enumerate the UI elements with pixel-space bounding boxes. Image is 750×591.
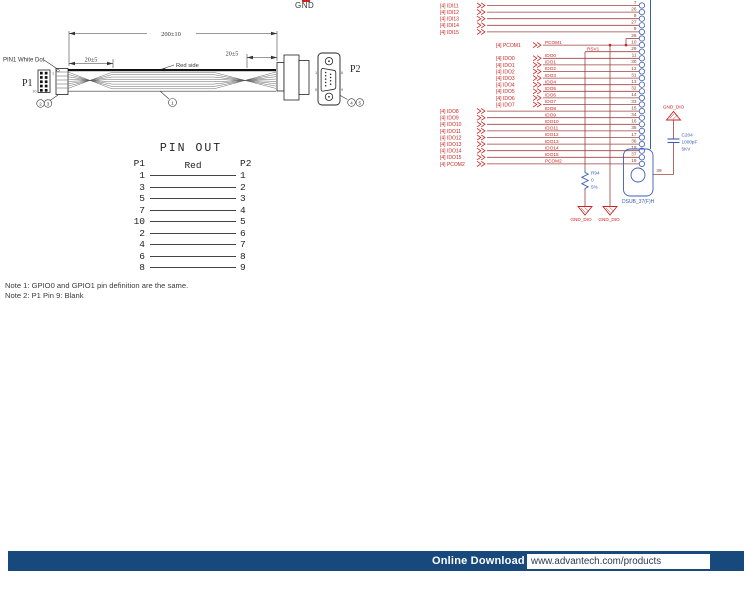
gnd-net-label: GND_DIO [570, 217, 592, 222]
pinout-wire-label: Red [184, 160, 202, 171]
p2-pin9-label: 9 [340, 88, 344, 92]
signal-label: [4] PCOM1 [496, 43, 521, 49]
p1-pin10-label: 10 [32, 89, 37, 94]
signal-label: [4] IDO9 [440, 115, 459, 122]
net-label: IDO14 [545, 145, 559, 151]
connector-pin [639, 95, 644, 100]
connector-pin [639, 62, 644, 67]
connector-refdes: DSUB_37(F)H [622, 199, 655, 205]
net-label: IDO11 [545, 125, 559, 131]
net-label: IDO7 [545, 99, 556, 105]
pinout-rows [122, 170, 260, 274]
connector-pin [639, 155, 644, 160]
net-label: IDO13 [545, 138, 559, 144]
pin-number: 19 [631, 158, 637, 164]
cable-assembly-drawing [0, 25, 390, 120]
connector-pin [639, 108, 644, 113]
p2-label: P2 [350, 64, 361, 75]
note-2: Note 2: P1 Pin 9: Blank [5, 291, 84, 300]
schematic-row [496, 53, 645, 63]
port-chevron-icon [477, 109, 485, 114]
signal-label: [4] IDO10 [440, 122, 462, 129]
schematic-row [440, 152, 645, 162]
pin-number: 7 [633, 0, 637, 5]
pinout-p2-pin: 2 [240, 181, 246, 193]
signal-label: [4] IDO11 [440, 128, 462, 135]
p2-pin5-label: 5 [314, 88, 318, 92]
balloon-circles [37, 99, 364, 108]
port-chevron-icon [477, 155, 485, 160]
signal-label: [4] IDI11 [440, 3, 459, 10]
signal-label: [4] IDO2 [496, 69, 515, 76]
net-label: IDO2 [545, 66, 556, 72]
pinout-row [122, 228, 260, 240]
pin1-note: PIN1 White Dot [3, 57, 45, 64]
pinout-wire-line [150, 267, 236, 268]
resistor-value: 0 [591, 177, 594, 183]
pinout-p1-pin: 2 [139, 227, 145, 239]
schematic-row [496, 99, 645, 109]
pinout-wire-line [150, 210, 236, 211]
net-label: IDO9 [545, 112, 556, 118]
pinout-table [122, 142, 260, 274]
online-download-label: Online Download [432, 555, 525, 567]
port-chevron-icon [477, 29, 485, 34]
pinout-row [122, 251, 260, 263]
signal-label: [4] IDO5 [496, 89, 515, 96]
pinout-row [122, 193, 260, 205]
p2-screw-bottom-dot [328, 96, 330, 98]
pinout-p2-pin: 5 [240, 216, 246, 228]
pin-number: 15 [631, 105, 637, 111]
download-url[interactable]: www.advantech.com/products [531, 555, 662, 567]
schematic-row [440, 13, 645, 23]
pin-number: 12 [631, 65, 637, 71]
schematic-row [440, 6, 645, 16]
pin-number: 27 [631, 19, 637, 25]
pinout-p2-pin: 7 [240, 239, 246, 251]
connector-pin [639, 102, 644, 107]
p2-pin6-label: 6 [340, 71, 344, 75]
port-chevron-icon [477, 122, 485, 127]
schematic-row [440, 132, 645, 142]
connector-pin [639, 3, 644, 8]
port-chevron-icon [477, 115, 485, 120]
pinout-wire-line [150, 221, 236, 222]
pin-number: 18 [631, 145, 637, 150]
pin-number: 8 [633, 13, 637, 18]
pinout-p2-pin: 8 [240, 250, 246, 262]
notes [5, 281, 188, 301]
pinout-col-p2: P2 [240, 158, 252, 169]
schematic-row [496, 92, 645, 105]
port-chevron-icon [477, 3, 485, 8]
connector-pin [639, 135, 644, 140]
net-label: PCOM1 [545, 39, 562, 45]
pinout-row [122, 182, 260, 194]
connector-pin [639, 89, 644, 94]
pin-number: 11 [631, 52, 637, 58]
signal-label: [4] IDO1 [496, 62, 515, 69]
connector-pin [639, 49, 644, 54]
net-label: PCOM2 [545, 158, 562, 164]
port-chevron-icon [533, 76, 541, 81]
cable-balloon-number: 1 [171, 101, 174, 107]
schematic-row [496, 86, 645, 96]
schematic-row [496, 39, 645, 52]
pin-number: 14 [631, 92, 637, 98]
resistor-symbol [582, 171, 588, 191]
pin1-white-dot [57, 69, 60, 72]
pinout-row [122, 262, 260, 274]
schematic-row [496, 66, 645, 76]
signal-label: [4] PCOM2 [440, 161, 465, 168]
pin-number: 28 [631, 32, 637, 38]
pin-number: 30 [631, 59, 637, 65]
cable-red-side-stripe [68, 69, 276, 71]
dsub-shell-hole [631, 168, 645, 182]
pinout-title: PIN OUT [159, 142, 223, 155]
connector-pin [639, 9, 644, 14]
dim-overall: 200±10 [161, 31, 181, 38]
pinout-p1-pin: 10 [133, 216, 145, 228]
schematic-row [440, 20, 645, 30]
signal-label: [4] IDO13 [440, 142, 462, 148]
port-chevron-icon [533, 95, 541, 100]
pinout-row [122, 205, 260, 217]
pin-number: 33 [631, 98, 637, 104]
signal-label: [4] IDO6 [496, 95, 515, 102]
note-1: Note 1: GPIO0 and GPIO1 pin definition are the same. [5, 281, 189, 290]
schematic-row [496, 79, 645, 89]
signal-label: [4] IDO7 [496, 102, 515, 109]
schematic-row [440, 0, 645, 12]
net-label: IDO5 [545, 86, 556, 91]
net-label: IDO15 [545, 152, 559, 157]
pinout-p1-pin: 8 [139, 262, 145, 274]
pinout-wire-line [150, 244, 236, 245]
pinout-row [122, 216, 260, 228]
p1-balloon-1: 2 [39, 101, 42, 107]
pin-number: 31 [631, 72, 637, 78]
connector-pin [639, 161, 644, 166]
pin-number: 32 [631, 85, 637, 91]
signal-label: [4] IDO0 [496, 56, 515, 63]
port-chevron-icon [533, 56, 541, 61]
schematic-row [496, 72, 645, 85]
connector-pin [639, 115, 644, 120]
footer-bar [8, 551, 744, 571]
junction-dot [609, 44, 612, 47]
gnd-label: GND [295, 1, 315, 10]
pinout-header [122, 157, 260, 170]
pin-number: 37 [631, 151, 637, 157]
pinout-wire-line [150, 187, 236, 188]
schematic-row [440, 125, 645, 138]
pinout-p2-pin: 4 [240, 204, 246, 216]
dim-left: 20±5 [84, 56, 98, 64]
pinout-p1-pin: 1 [139, 170, 145, 182]
port-chevron-icon [533, 69, 541, 74]
red-side-label: Red side [176, 63, 199, 69]
connector-pin [639, 36, 644, 41]
shell-pin-number: 39 [656, 168, 662, 173]
connector-pin [639, 42, 644, 47]
pin-number: 29 [631, 46, 637, 51]
schematic-row [440, 119, 645, 129]
port-chevron-icon [477, 161, 485, 166]
pinout-wire-line [150, 256, 236, 257]
pinout-p2-pin: 1 [240, 170, 246, 182]
port-chevron-icon [477, 128, 485, 133]
pin-number: 17 [631, 131, 637, 137]
signal-label: [4] IDO4 [496, 82, 515, 89]
gnd-net-label: GND_DIO [598, 217, 620, 222]
p2-balloon-1: 4 [350, 100, 353, 106]
net-label: IDO3 [545, 72, 556, 78]
port-chevron-icon [477, 148, 485, 153]
pin-number: 26 [631, 6, 637, 12]
p2-dsub-shell [321, 69, 336, 92]
schematic-row [440, 112, 645, 122]
port-chevron-icon [477, 16, 485, 21]
schematic-row [440, 26, 645, 36]
pinout-wire-line [150, 175, 236, 176]
p2-pin1-label: 1 [314, 71, 318, 75]
pinout-wire-line [150, 233, 236, 234]
pinout-wire-line [150, 198, 236, 199]
pin-number: 13 [631, 79, 637, 84]
net-label: IDO10 [545, 119, 559, 124]
net-label: IDO4 [545, 79, 556, 85]
resistor-refdes: R94 [591, 170, 600, 176]
signal-label: [4] IDO8 [440, 109, 459, 115]
signal-label: [4] IDI14 [440, 23, 459, 30]
p2-balloon-2: 5 [358, 100, 362, 106]
pinout-row [122, 239, 260, 251]
schematic-row [440, 158, 645, 168]
p1-connector-front [38, 70, 50, 93]
port-chevron-icon [477, 23, 485, 28]
pinout-p2-pin: 9 [240, 262, 246, 274]
pin-number: 36 [631, 138, 637, 144]
pinout-p1-pin: 5 [139, 193, 145, 205]
connector-pin [639, 75, 644, 80]
gnd-net-label: GND_DIO [662, 104, 685, 110]
schematic-row [496, 59, 645, 72]
pinout-col-p1: P1 [133, 158, 145, 169]
net-label: IDO0 [545, 53, 556, 58]
cap-value: 1000pF [681, 139, 698, 145]
pin-number: 9 [633, 26, 637, 32]
connector-pin [639, 23, 644, 28]
pinout-p1-pin: 7 [139, 204, 145, 216]
pin-number: 10 [631, 39, 637, 45]
cap-rating: 5KV [681, 146, 691, 152]
net-label: IDO8 [545, 105, 556, 111]
port-chevron-icon [477, 135, 485, 140]
net-label: IDO12 [545, 132, 559, 138]
signal-label: [4] IDI13 [440, 16, 459, 23]
port-chevron-icon [533, 102, 541, 107]
connector-pin [639, 29, 644, 34]
connector-pin [639, 82, 644, 87]
p2-connector-side [277, 55, 309, 100]
signal-label: [4] IDI15 [440, 29, 459, 36]
pinout-p2-pin: 3 [240, 193, 246, 205]
pinout-row [122, 170, 260, 182]
signal-label: [4] IDI12 [440, 10, 459, 16]
cap-refdes: C204 [681, 132, 693, 138]
net-label: IDO1 [545, 59, 556, 65]
signal-label: [4] IDO14 [440, 148, 462, 155]
p1-pin1-label: 1 [52, 71, 55, 76]
signal-label: [4] IDO12 [440, 135, 462, 142]
pin-number: 34 [631, 112, 637, 117]
pinout-p1-pin: 4 [139, 239, 145, 251]
signal-label: [4] IDO3 [496, 76, 515, 82]
port-chevron-icon [533, 82, 541, 87]
pin-number: 16 [631, 118, 637, 124]
port-chevron-icon [533, 89, 541, 94]
net-label: IDO6 [545, 92, 556, 98]
port-chevron-icon [533, 62, 541, 67]
connector-pin [639, 122, 644, 127]
p1-label: P1 [22, 78, 33, 89]
schematic-row [440, 145, 645, 155]
port-chevron-icon [477, 142, 485, 147]
cable-strands [68, 72, 276, 89]
connector-pin [639, 56, 644, 61]
junction-dot [625, 44, 628, 47]
dim-right: 20±5 [225, 50, 239, 58]
pin-number: 35 [631, 125, 637, 131]
p2-screw-top-dot [328, 60, 330, 62]
net-label: RSV1 [587, 46, 600, 52]
pinout-p2-pin: 6 [240, 227, 246, 239]
p1-balloon-2: 3 [46, 101, 50, 107]
schematic-row [440, 138, 645, 151]
connector-pin [639, 16, 644, 21]
schematic-row [440, 105, 645, 118]
pinout-p1-pin: 3 [139, 181, 145, 193]
pinout-p1-pin: 6 [139, 250, 145, 262]
port-chevron-icon [533, 43, 541, 48]
connector-pin [639, 128, 644, 133]
port-chevron-icon [477, 10, 485, 15]
dsub37-schematic [430, 0, 750, 235]
download-url-box[interactable] [527, 554, 710, 569]
connector-pin [639, 69, 644, 74]
connector-pin [639, 141, 644, 146]
signal-label: [4] IDO15 [440, 155, 462, 162]
p1-housing-side [56, 69, 68, 95]
resistor-tolerance: 5% [591, 184, 598, 190]
